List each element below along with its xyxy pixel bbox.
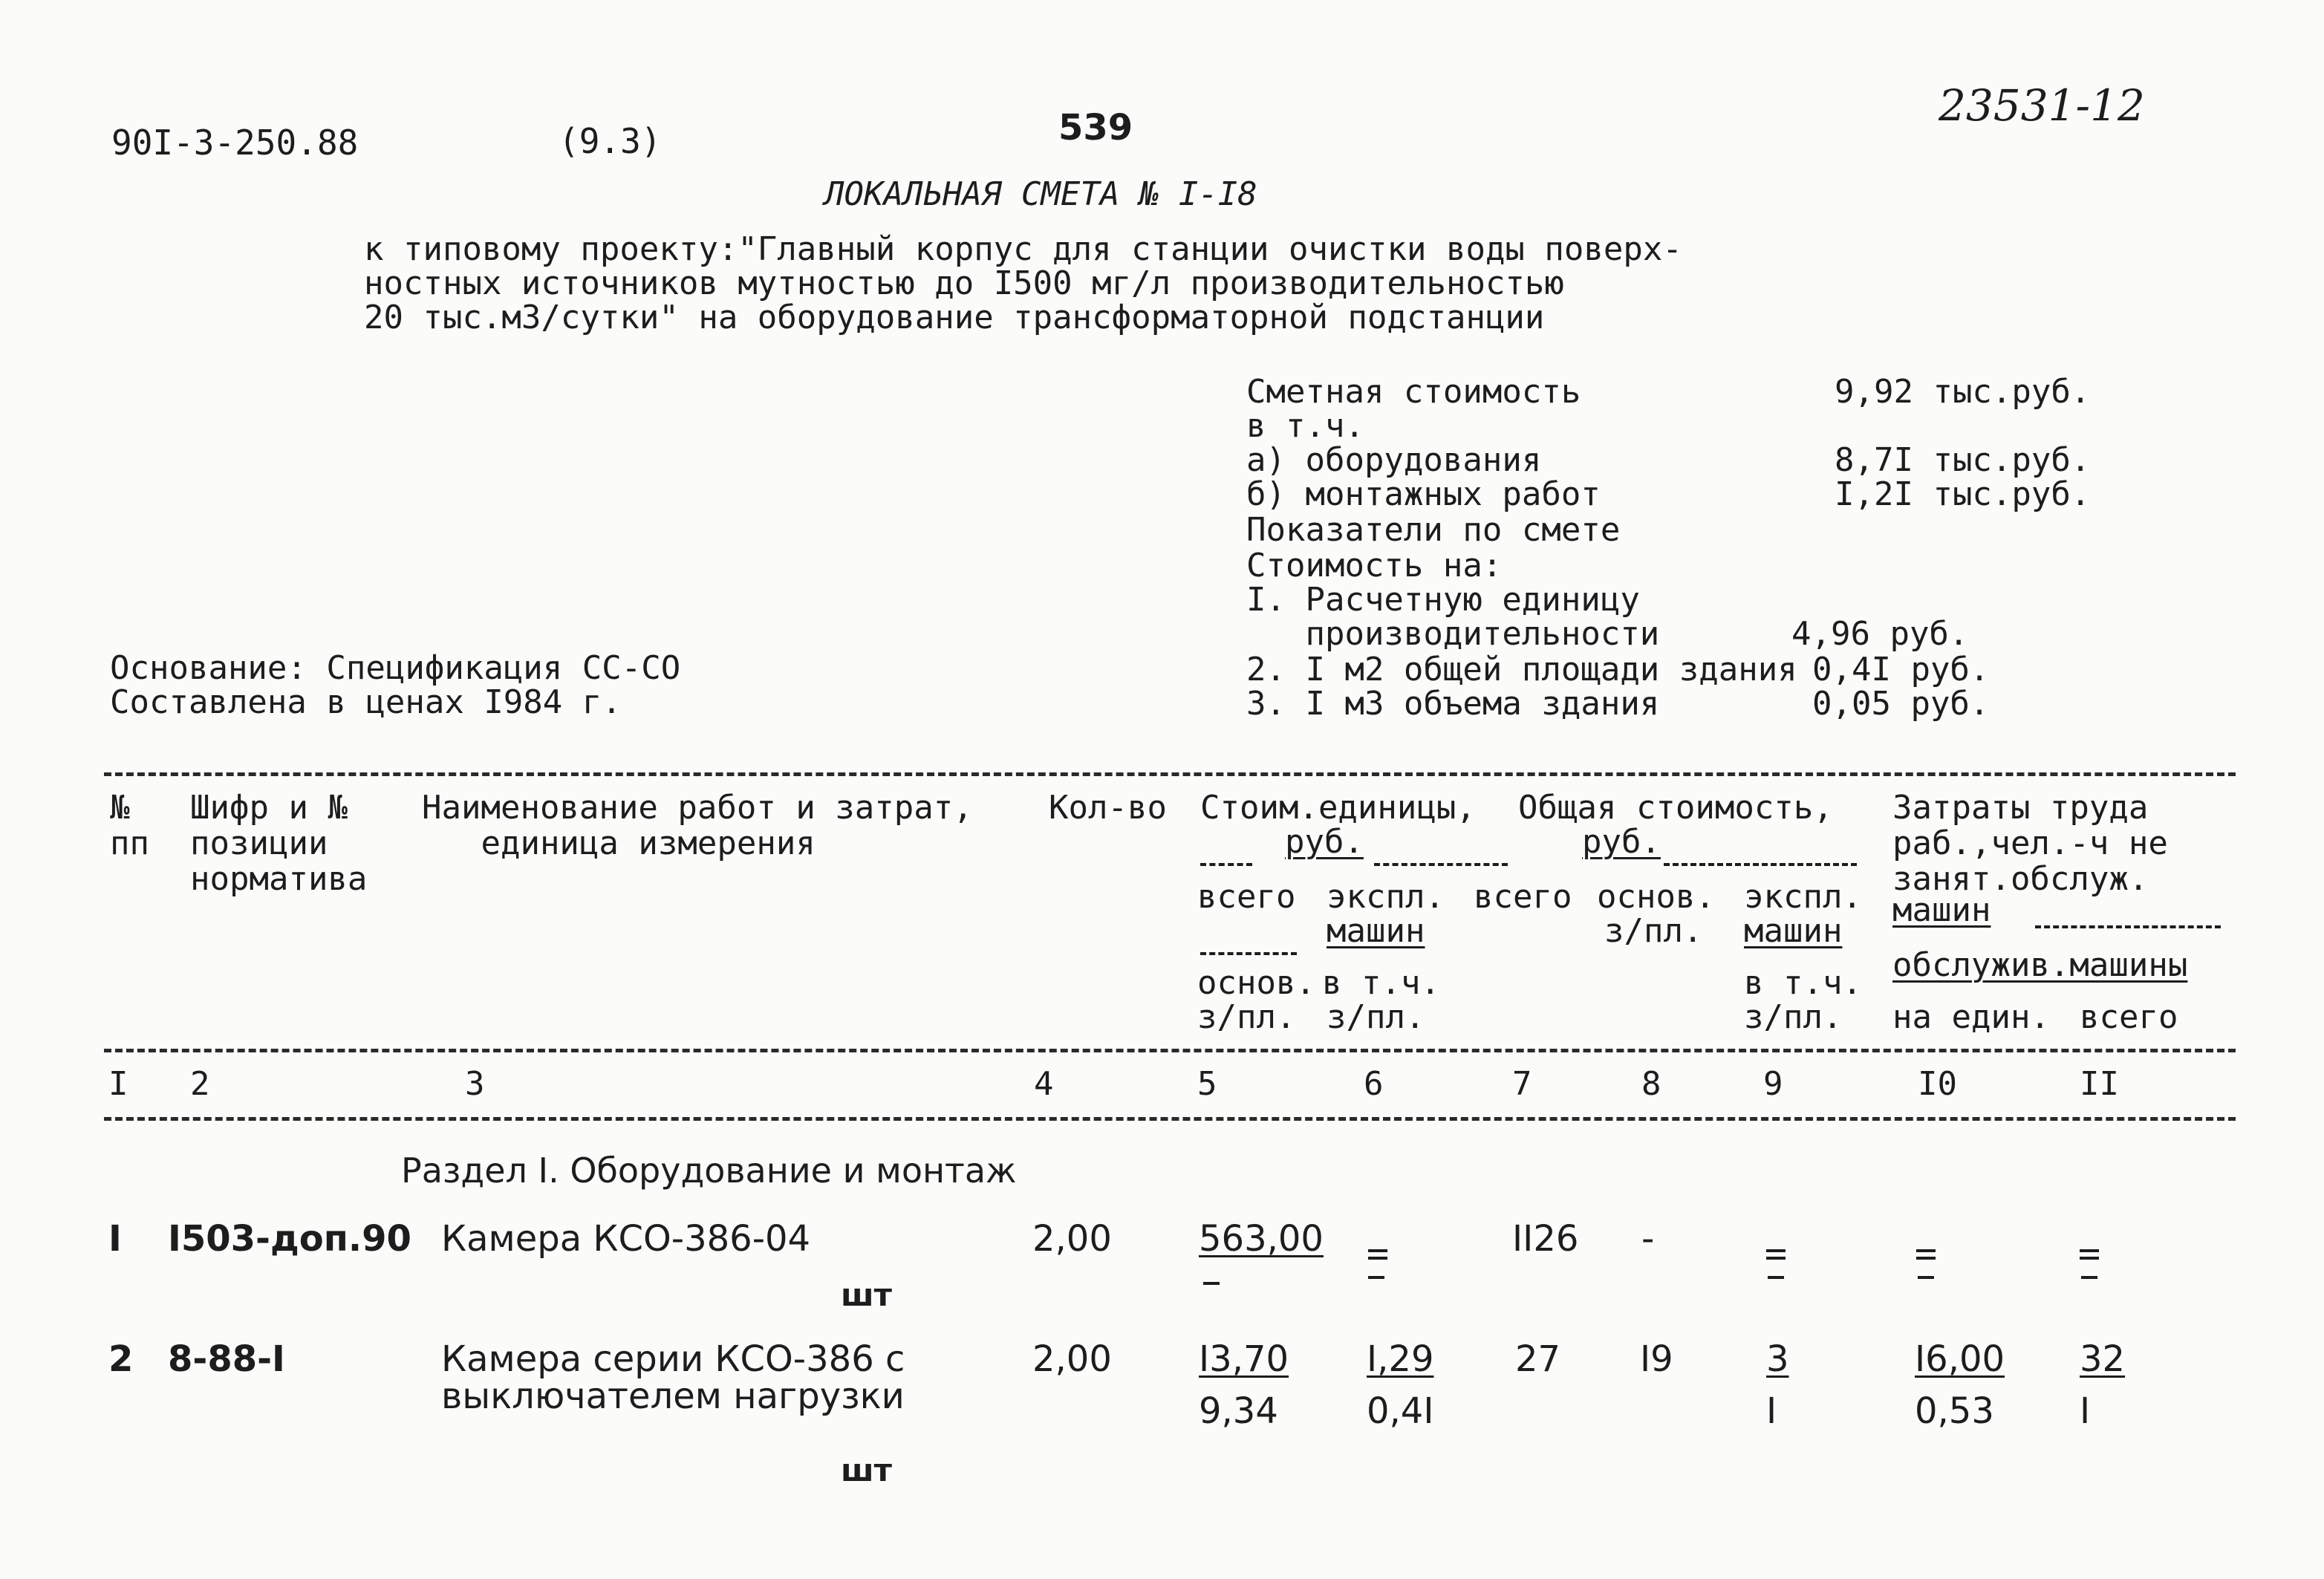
header-total-3: всего (2080, 998, 2178, 1036)
header-dash-5 (2035, 925, 2221, 928)
row-1-labor-total-empty (2080, 1249, 2099, 1260)
summary-value-estimated-cost: 9,92 тыс.руб. (1835, 373, 2091, 411)
row-2-labor-total: 32 (2080, 1338, 2126, 1380)
handwritten-reference: 23531-12 (1939, 80, 2145, 131)
row-2-quantity: 2,00 (1032, 1338, 1112, 1380)
row-2-code: 8-88-I (168, 1338, 285, 1380)
summary-value-volume: 0,05 руб. (1812, 685, 1990, 723)
header-total-1: всего (1197, 878, 1296, 916)
row-2-unit-machine-wage: 0,4I (1367, 1390, 1434, 1432)
header-wage-2: з/пл. (1197, 998, 1296, 1036)
row-2-unit: шт (841, 1452, 892, 1488)
subtitle-line-1: к типовому проекту:"Главный корпус для станции очистки воды поверх- (364, 230, 1682, 268)
row-1-unit-machine-wage-dash (1368, 1276, 1384, 1279)
row-1-unit-wage-dash (1203, 1282, 1220, 1285)
row-2-labor-per-unit-machine: 0,53 (1915, 1390, 1994, 1432)
header-quantity: Кол-во (1049, 789, 1167, 827)
basis-prices-year: Составлена в ценах I984 г. (110, 683, 622, 721)
column-number-4: 4 (1034, 1065, 1054, 1103)
row-2-total: 27 (1515, 1338, 1561, 1380)
document-code: 90I-3-250.88 (111, 123, 359, 163)
header-dash-3 (1664, 863, 1857, 866)
header-number: № пп (110, 789, 149, 862)
summary-label-indicators: Показатели по смете (1246, 511, 1621, 549)
row-1-labor-total-machine-dash (2081, 1276, 2097, 1279)
column-number-10: I0 (1918, 1065, 1957, 1103)
header-dash-1 (1200, 863, 1252, 866)
header-per-unit: на един. (1892, 998, 2050, 1036)
row-2-name-line-2: выключателем нагрузки (441, 1375, 905, 1417)
basis-specification: Основание: Спецификация СС-СО (110, 649, 681, 687)
subtitle-line-3: 20 тыс.м3/сутки" на оборудование трансформаторной подстанции (364, 299, 1545, 336)
row-1-total-wage: - (1641, 1218, 1655, 1260)
header-unit-cost-rub: руб. (1285, 823, 1364, 861)
header-wage-1: з/пл. (1604, 912, 1703, 950)
column-number-6: 6 (1364, 1065, 1384, 1103)
column-number-2: 2 (190, 1065, 210, 1103)
summary-label-cost-per: Стоимость на: (1246, 547, 1503, 585)
column-number-8: 8 (1641, 1065, 1661, 1103)
row-2-unit-cost-total: I3,70 (1199, 1338, 1289, 1380)
subtitle-line-2: ностных источников мутностью до I500 мг/л производительностью (364, 264, 1564, 302)
row-1-unit: шт (841, 1277, 892, 1313)
header-labor-service: обслужив.машины (1892, 946, 2188, 984)
header-machine-op-2: экспл. (1744, 878, 1862, 916)
summary-label-productivity: производительности (1246, 615, 1660, 653)
row-1-total-machine-wage-dash (1768, 1276, 1784, 1279)
column-number-1: I (108, 1065, 128, 1103)
row-2-total-machine-wage: I (1766, 1390, 1777, 1432)
table-top-rule (104, 772, 2236, 776)
row-1-unit-machine-empty (1368, 1249, 1387, 1260)
row-1-labor-unit-machine-dash (1918, 1276, 1934, 1279)
header-incl-2: в т.ч. (1744, 964, 1862, 1002)
column-number-9: 9 (1763, 1065, 1783, 1103)
header-unit-cost: Стоим.единицы, (1200, 789, 1476, 827)
row-2-labor-per-unit: I6,00 (1915, 1338, 2005, 1380)
header-bottom-rule (104, 1049, 2236, 1052)
row-2-total-machine: 3 (1766, 1338, 1789, 1380)
header-wage-4: з/пл. (1744, 998, 1843, 1036)
summary-label-area: 2. I м2 общей площади здания (1246, 651, 1797, 688)
summary-label-installation: б) монтажных работ (1246, 475, 1601, 513)
header-labor-machines: машин (1892, 891, 1991, 929)
row-1-number: I (108, 1218, 122, 1260)
row-1-total-machine-empty (1766, 1249, 1786, 1260)
header-dash-2 (1374, 863, 1508, 866)
summary-label-unit: I. Расчетную единицу (1246, 581, 1640, 619)
summary-value-area: 0,4I руб. (1812, 651, 1990, 688)
header-name: Наименование работ и затрат, единица измерения (422, 789, 973, 862)
header-code: Шифр и № позиции норматива (190, 789, 368, 898)
section-title: Раздел I. Оборудование и монтаж (401, 1150, 1017, 1191)
document-title: ЛОКАЛЬНАЯ СМЕТА № I-I8 (824, 175, 1257, 213)
header-basic-1: основ. (1597, 878, 1715, 916)
column-number-7: 7 (1512, 1065, 1532, 1103)
row-2-unit-machine: I,29 (1367, 1338, 1434, 1380)
header-basic-2: основ. (1197, 964, 1315, 1002)
header-total-2: всего (1474, 878, 1572, 916)
header-wage-3: з/пл. (1327, 998, 1425, 1036)
header-total-cost-rub: руб. (1582, 823, 1661, 861)
summary-value-installation: I,2I тыс.руб. (1835, 475, 2091, 513)
header-incl-1: в т.ч. (1322, 964, 1440, 1002)
row-2-number: 2 (108, 1338, 134, 1380)
row-2-name-line-1: Камера серии КСО-386 с (441, 1338, 905, 1380)
header-labor: Затраты труда раб.,чел.-ч не занят.обслуж. (1892, 789, 2168, 898)
summary-value-productivity: 4,96 руб. (1791, 615, 1969, 653)
row-1-code: I503-доп.90 (168, 1218, 411, 1260)
album-number: (9.3) (559, 121, 662, 161)
header-machine-op-1: экспл. (1327, 878, 1445, 916)
row-1-total: II26 (1512, 1218, 1579, 1260)
summary-value-equipment: 8,7I тыс.руб. (1835, 441, 2091, 479)
header-total-cost: Общая стоимость, (1518, 789, 1833, 827)
column-number-11: II (2080, 1065, 2119, 1103)
summary-label-volume: 3. I м3 объема здания (1246, 685, 1660, 723)
row-2-labor-total-machine: I (2080, 1390, 2091, 1432)
row-1-labor-unit-empty (1916, 1249, 1936, 1260)
header-machines-1: машин (1327, 912, 1425, 950)
page-number: 539 (1058, 107, 1133, 149)
row-1-unit-cost-total: 563,00 (1199, 1218, 1324, 1260)
row-2-unit-cost-wage: 9,34 (1199, 1390, 1278, 1432)
column-number-5: 5 (1197, 1065, 1217, 1103)
row-1-name: Камера КСО-386-04 (441, 1218, 811, 1260)
row-2-total-wage: I9 (1640, 1338, 1673, 1380)
column-numbers-rule (104, 1117, 2236, 1121)
header-machines-2: машин (1744, 912, 1843, 950)
summary-label-equipment: а) оборудования (1246, 441, 1542, 479)
row-1-quantity: 2,00 (1032, 1218, 1112, 1260)
header-dash-4 (1200, 952, 1297, 955)
summary-label-estimated-cost: Сметная стоимость (1246, 373, 1581, 411)
summary-label-including: в т.ч. (1246, 407, 1364, 445)
column-number-3: 3 (465, 1065, 485, 1103)
